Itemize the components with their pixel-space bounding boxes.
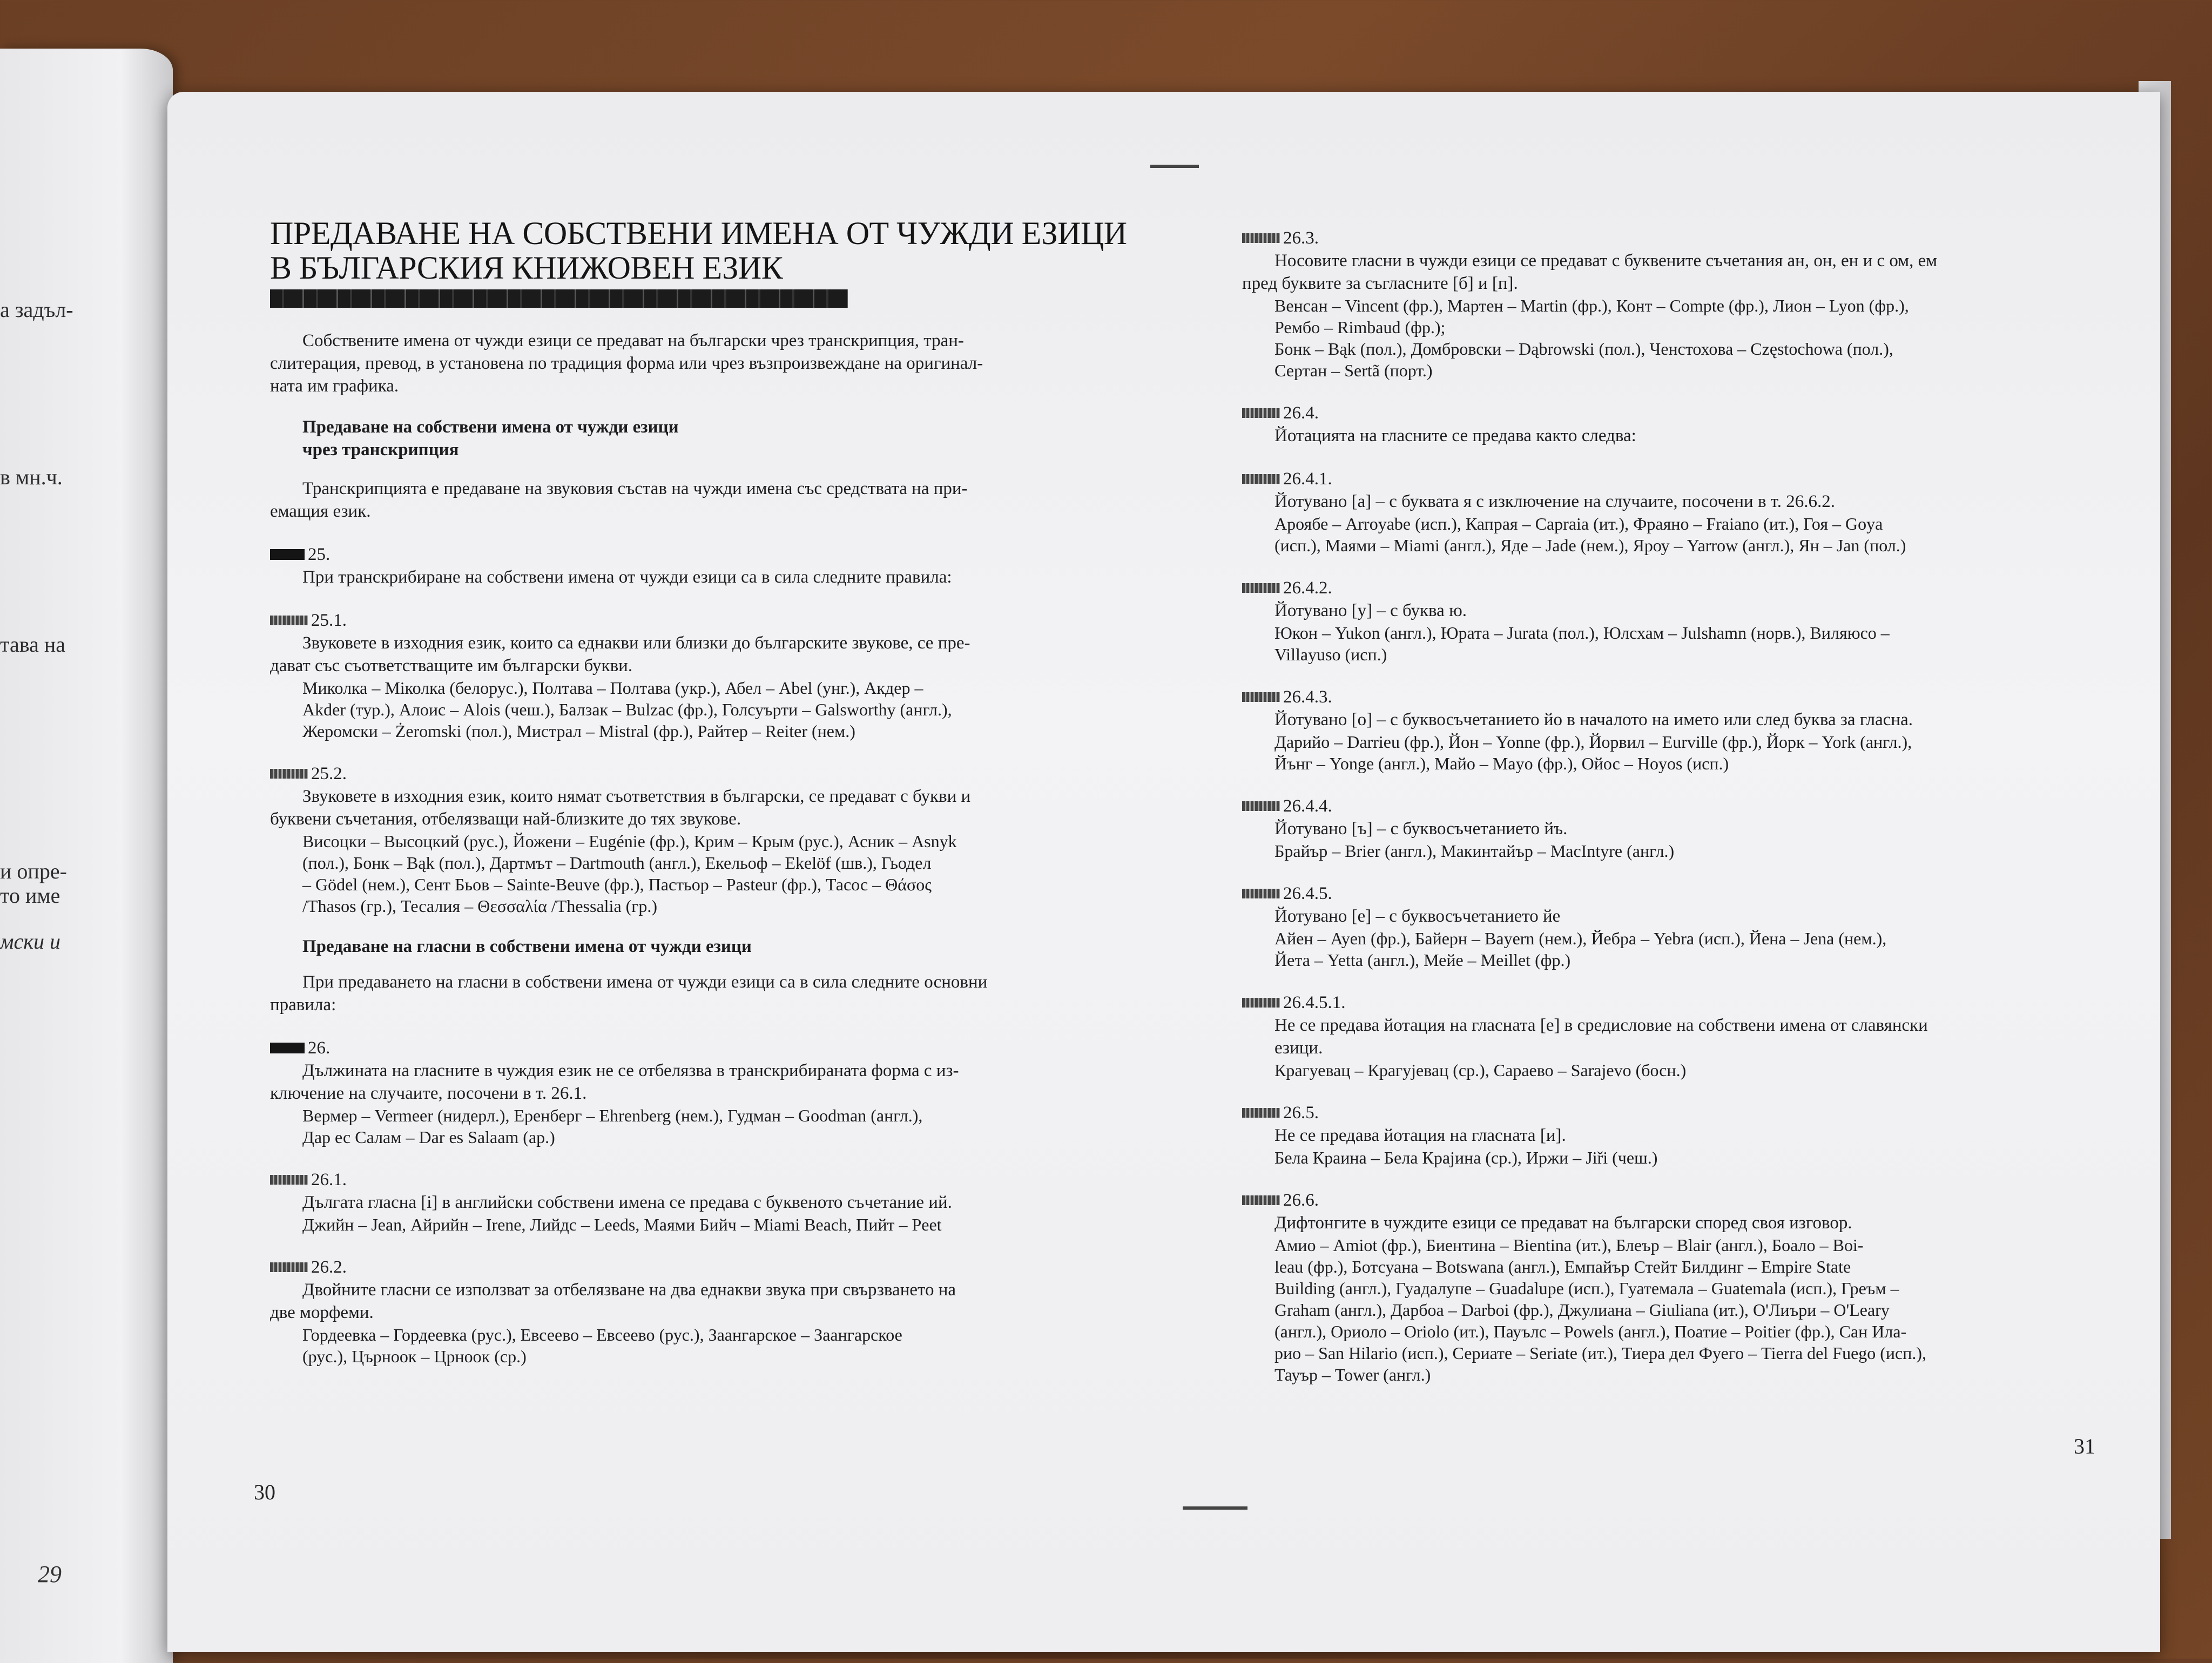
rule-marker bbox=[270, 1262, 308, 1272]
rule-26-3: 26.3. Носовите гласни в чужди езици се предават с буквените съчетания ан, он, ен и с ом, ем пред буквите за съгласните [б] и [п]. Венсан – Vincent (фр.), Мартен – Martin (фр.), Конт – Compte (фр.), Лион – Lyon (фр.), Рембо – Rimbaud (фр.); Бонк – Bąk (пол.), Домбровски – Dąbrowski (пол.), Ченстохова – Częstochowa (пол.), Сертан – Sertã (порт.) bbox=[1242, 228, 1938, 380]
rule-26-4-3: 26.4.3. Йотувано [о] – с буквосъчетанието йо в началото на името или след буква за гласна. Дарийо – Darrieu (фр.), Йон – Yonne (фр.), Йорвил – Eurville (фр.), Йорк – York (англ.), Йънг – Yonge (англ.), Майо – Mayo (фр.), Ойос – Hoyos (исп.) bbox=[1242, 686, 2212, 774]
rule-26: 26. Дължината на гласните в чуждия език не се отбелязва в транскрибираната форма с из- ключение на случаите, посочени в т. 26.1. Вермер – Vermeer (нидерл.), Еренберг – Ehrenberg (нем.), Гудман – Goodman (англ.), Дар ес Салам – Dar es Salaam (ар.) bbox=[270, 1038, 959, 1147]
rule-26-4-4: 26.4.4. Йотувано [ъ] – с буквосъчетанието йъ. Брайър – Brier (англ.), Макинтайър – MacIntyre (англ.) bbox=[1242, 795, 2212, 862]
rule-26-1: 26.1. Дългата гласна [i] в английски собствени имена се предава с буквеното съчетание ий. Джийн – Jean, Айрийн – Irene, Лийдс – Leeds, Маями Бийч – Miami Beach, Пийт – Peet bbox=[270, 1168, 1296, 1235]
rule-25-1: 25.1. Звуковете в изходния език, които са еднакви или близки до българските звукове, се пре- дават със съответстващите им български букви. Миколка – Міколка (белорус.), Полтава – Полтава (укр.), Абел – Abel (унг.), Акдер – Akder (тур.), Алоис – Alois (чеш.), Балзак – Bulzac (фр.), Голсуърти – Galsworthy (англ.), Жеромски – Żeromski (пол.), Мистрал – Mistral (фр.), Райтер – Reiter (нем.) bbox=[270, 611, 970, 741]
rule-marker bbox=[1242, 1108, 1280, 1118]
subheading-vowels: Предаване на гласни в собствени имена от чужди езици bbox=[302, 937, 752, 956]
rule-25: 25. При транскрибиране на собствени имена от чужди езици са в сила следните правила: bbox=[270, 543, 1296, 589]
text-fragment: в мн.ч. bbox=[0, 465, 63, 489]
rule-marker bbox=[1242, 233, 1280, 243]
subheading-transcription: Предаване на собствени имена от чужди езици чрез транскрипция bbox=[302, 417, 679, 459]
title-rule bbox=[270, 289, 848, 308]
book-spread bbox=[167, 92, 2160, 1652]
text-fragment: а задъл- bbox=[0, 298, 73, 322]
rule-marker bbox=[1242, 998, 1280, 1008]
rule-26-4-5: 26.4.5. Йотувано [е] – с буквосъчетанието йе Айен – Ayen (фр.), Байерн – Bayern (нем.), Йебра – Yebra (исп.), Йена – Jena (нем.), Йета – Yetta (англ.), Мейе – Meillet (фр.) bbox=[1242, 882, 2212, 971]
page-number: 31 bbox=[2074, 1434, 2095, 1458]
rule-marker bbox=[270, 1043, 305, 1053]
page-number: 30 bbox=[254, 1480, 275, 1504]
rule-marker bbox=[1242, 583, 1280, 593]
scan-mark bbox=[1183, 1506, 1247, 1510]
rule-marker bbox=[1242, 801, 1280, 811]
previous-page bbox=[0, 49, 173, 1663]
text-fragment: и опре- bbox=[0, 859, 67, 883]
rule-marker bbox=[270, 549, 305, 560]
scan-mark bbox=[1150, 165, 1199, 168]
rule-26-5: 26.5. Не се предава йотация на гласната [и]. Бела Краина – Бела Крајина (ср.), Иржи – Jiři (чеш.) bbox=[1242, 1101, 2212, 1168]
page-31 bbox=[1242, 227, 2212, 1385]
rule-25-2: 25.2. Звуковете в изходния език, които нямат съответствия в български, се предават с букви и буквени съчетания, отбелязващи най-близките до тях звукове. Висоцки – Высоцкий (рус.), Йожени – Eugénie (фр.), Крим – Крым (рус.), Асник – Asnyk (пол.), Бонк – Bąk (пол.), Дартмът – Dartmouth (англ.), Екельоф – Ekelöf (шв.), Гьодел – Gödel (нем.), Сент Бьов – Sainte-Beuve (фр.), Пастьор – Pasteur (фр.), Тасос – Θάσος /Thasos (гр.), Тесалия – Θεσσαλία /Thessalia (гр.) bbox=[270, 764, 971, 916]
rule-marker bbox=[1242, 1195, 1280, 1205]
rule-marker bbox=[1242, 408, 1280, 418]
rule-26-2: 26.2. Двойните гласни се използват за отбелязване на два еднакви звука при свързването на две морфеми. Гордеевка – Гордеевка (рус.), Евсеево – Евсеево (рус.), Заангарское – Заангарское (рус.), Църноок – Црноок (ср.) bbox=[270, 1258, 956, 1366]
text-fragment: то име bbox=[0, 883, 60, 908]
rule-26-4-1: 26.4.1. Йотувано [а] – с буквата я с изключение на случаите, посочени в т. 26.6.2. Ароябе – Arroyabe (исп.), Капрая – Capraia (ит.), Фраяно – Fraiano (ит.), Гоя – Goya (исп.), Маями – Miami (англ.), Яде – Jade (нем.), Яроу – Yarrow (англ.), Ян – Jan (пол.) bbox=[1242, 468, 2212, 556]
rule-26-4: 26.4. Йотацията на гласните се предава както следва: bbox=[1242, 402, 2212, 447]
rule-marker bbox=[270, 1175, 308, 1185]
rule-marker bbox=[270, 616, 308, 625]
rule-marker bbox=[1242, 474, 1280, 484]
text-fragment: мски и bbox=[0, 929, 60, 954]
rule-marker bbox=[1242, 692, 1280, 702]
page-30 bbox=[270, 216, 1296, 1367]
text-fragment: тава на bbox=[0, 632, 65, 657]
intro-paragraph: Собствените имена от чужди езици се предават на български чрез транскрипция, тран- слитерация, превод, в установена по традиция форма или чрез възпроизвеждане на оригинал- ната им графика. bbox=[270, 331, 983, 396]
rule-marker bbox=[270, 769, 308, 779]
rule-26-6: 26.6. Дифтонгите в чуждите езици се предават на български според своя изговор. Амио – Amiot (фр.), Биентина – Bientina (ит.), Блеър – Blair (англ.), Боало – Boi- leau (фр.), Ботсуана – Botswana (англ.), Емпайър Стейт Билдинг – Empire State Building (англ.), Гуадалупе – Guadalupe (исп.), Гуатемала – Guatemala (исп.), Греъм – Graham (англ.), Дарбоа – Darboi (фр.), Джулиана – Giuliana (ит.), О'Лиъри – O'Leary (англ.), Ориоло – Oriolo (ит.), Пауълс – Powels (англ.), Поатие – Poitier (фр.), Сан Ила- рио – San Hilario (исп.), Сериате – Seriate (ит.), Тиера дел Фуего – Tierra del Fuego (исп.), Тауър – Tower (англ.) bbox=[1242, 1189, 2212, 1385]
vowels-paragraph: При предаването на гласни в собствени имена от чужди езици са в сила следните основни правила: bbox=[270, 972, 988, 1015]
rule-marker bbox=[1242, 889, 1280, 898]
transcription-paragraph: Транскрипцията е предаване на звуковия състав на чужди имена със средствата на при- емащия език. bbox=[270, 479, 968, 521]
page-title: ПРЕДАВАНЕ НА СОБСТВЕНИ ИМЕНА ОТ ЧУЖДИ ЕЗИЦИ В БЪЛГАРСКИЯ КНИЖОВЕН ЕЗИК bbox=[270, 215, 1127, 286]
rule-26-4-5-1: 26.4.5.1. Не се предава йотация на гласната [е] в средисловие на собствени имена от славянски езици. Крагуевац – Крагујевац (ср.), Сараево – Sarajevo (босн.) bbox=[1242, 991, 2212, 1081]
rule-26-4-2: 26.4.2. Йотувано [у] – с буква ю. Юкон – Yukon (англ.), Юрата – Jurata (пол.), Юлсхам – Julshamn (норв.), Виляюсо – Villayuso (исп.) bbox=[1242, 577, 2212, 665]
page-number: 29 bbox=[38, 1561, 62, 1587]
